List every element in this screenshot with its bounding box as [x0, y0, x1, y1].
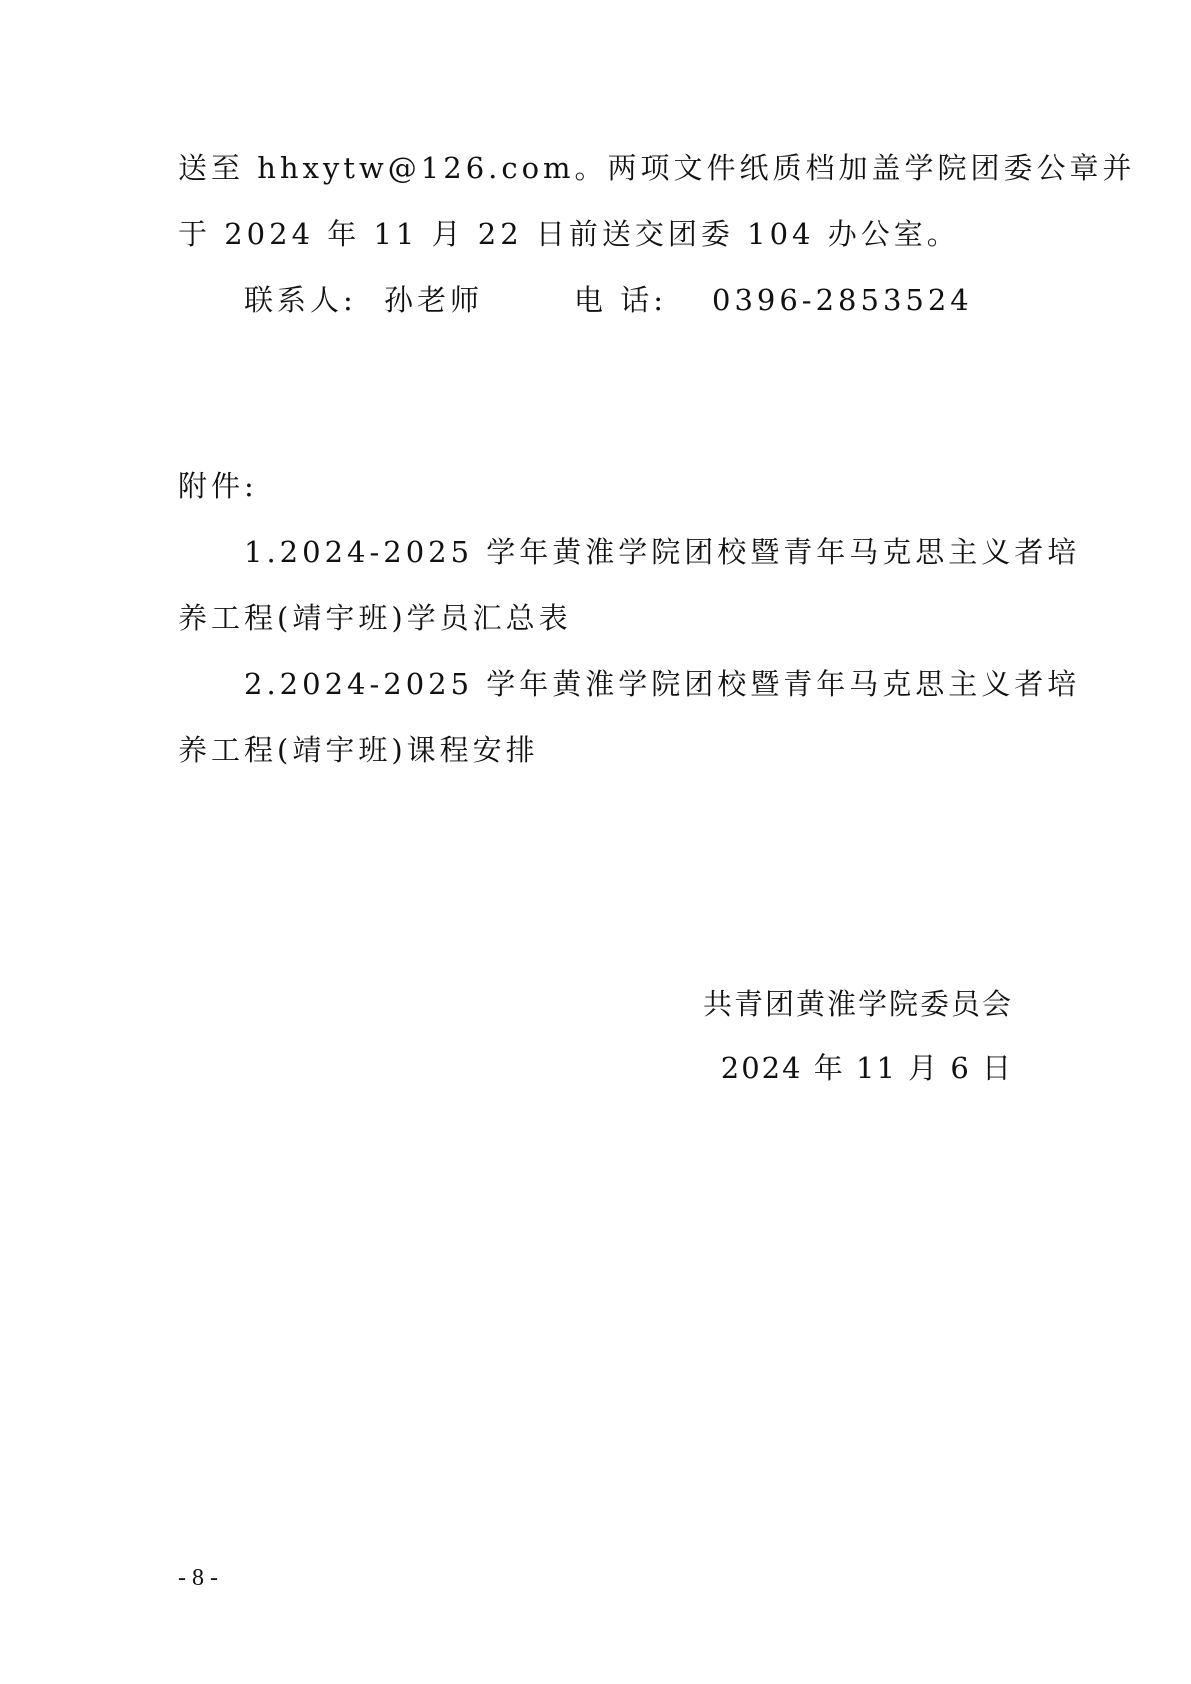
- attachment-2-line-1: 2.2024-2025 学年黄淮学院团校暨青年马克思主义者培: [244, 667, 1081, 701]
- signature-date: 2024 年 11 月 6 日: [720, 1051, 1013, 1085]
- attachment-1-line-2: 养工程(靖宇班)学员汇总表: [178, 601, 572, 635]
- attachments-heading: 附件:: [178, 469, 258, 503]
- phone-number: 0396-2853524: [712, 283, 973, 317]
- page-number: - 8 -: [178, 1565, 218, 1591]
- contact-name: 孙老师: [384, 283, 484, 317]
- paragraph-line-1: 送至 hhxytw@126.com。两项文件纸质档加盖学院团委公章并: [178, 151, 1136, 185]
- attachment-2-line-2: 养工程(靖宇班)课程安排: [178, 733, 539, 767]
- signature-organization: 共青团黄淮学院委员会: [702, 987, 1013, 1021]
- attachment-1-line-1: 1.2024-2025 学年黄淮学院团校暨青年马克思主义者培: [244, 535, 1081, 569]
- phone-label: 电 话:: [574, 283, 667, 317]
- contact-label: 联系人:: [244, 283, 357, 317]
- contact-row: [244, 280, 973, 320]
- paragraph-line-2: 于 2024 年 11 月 22 日前送交团委 104 办公室。: [178, 217, 960, 251]
